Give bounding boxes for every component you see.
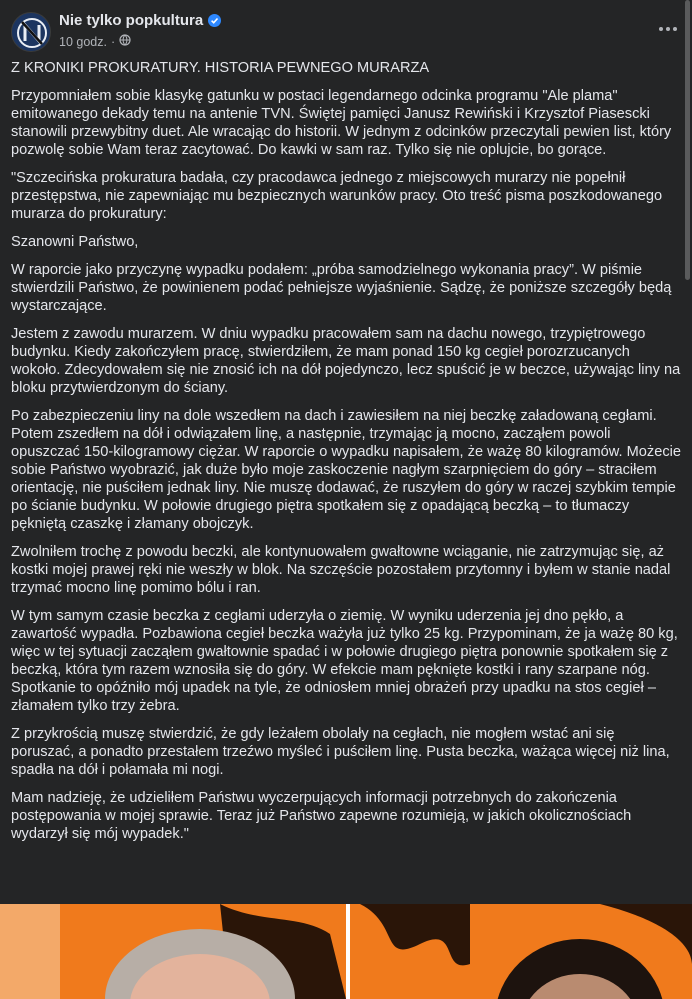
post-title: Z KRONIKI PROKURATURY. HISTORIA PEWNEGO MURARZA bbox=[11, 60, 430, 76]
more-options-button[interactable] bbox=[650, 16, 686, 42]
post-paragraph: Zwolniłem trochę z powodu beczki, ale kontynuowałem gwałtowne wciąganie, nie zatrzymując się, aż kostki mojej prawej ręki nie weszły w blok. Na szczęście pozostałem przytomny i byłem w stanie nadal trzymać mocno linę pomimo bólu i ran. bbox=[11, 544, 671, 596]
post-timestamp[interactable]: 10 godz. bbox=[59, 34, 107, 49]
post-paragraph: Jestem z zawodu murarzem. W dniu wypadku pracowałem sam na dachu nowego, trzypiętrowego budynku. Kiedy zakończyłem pracę, stwierdziłem, że mam ponad 150 kg cegieł porozrzucanych wokoło. Zdecydowałem się nie znosić ich na dół pojedynczo, lecz spuścić je w beczce, używając liny na bloku przytwierdzonym do ściany. bbox=[11, 326, 681, 396]
page-name-link[interactable] bbox=[59, 12, 221, 29]
post-paragraph: Przypomniałem sobie klasykę gatunku w postaci legendarnego odcinka programu "Ale plama" emitowanego dekady temu na antenie TVN. Świętej pamięci Janusz Rewiński i Krzysztof Piasescki stanowili przewybitny duet. Ale wracając do historii. W jednym z odcinków przeczytali pewien list, który pozwolę sobie Wam teraz zacytować. Do kawki w sam raz. Tylko się nie oplujcie, bo gorące. bbox=[11, 88, 672, 158]
post-meta bbox=[59, 34, 131, 49]
photo-collage-image bbox=[0, 904, 692, 999]
page-name[interactable]: Nie tylko popkultura bbox=[59, 12, 204, 29]
verified-badge-icon bbox=[208, 14, 221, 27]
page-avatar[interactable] bbox=[11, 12, 51, 52]
scrollbar[interactable] bbox=[685, 0, 690, 280]
post-paragraph: Po zabezpieczeniu liny na dole wszedłem na dach i zawiesiłem na niej beczkę załadowaną cegłami. Potem zszedłem na dół i odwiązałem linę, a następnie, trzymając ją mocno, zacząłem powoli opuszczać 150-kilogramowy ciężar. W raporcie o wypadku napisałem, że ważę 80 kilogramów. Możecie sobie Państwo wyobrazić, jak duże było moje zaskoczenie nagłym szarpnięciem do góry – straciłem orientację, nie puściłem jednak liny. Nie muszę dodawać, że ruszyłem do góry w raczej szybkim tempie po ścianie budynku. W połowie drugiego piętra spotkałem się z opadającą beczką – to tłumaczy pękniętą czaszkę i złamany obojczyk. bbox=[11, 408, 681, 532]
post-paragraph: Mam nadzieję, że udzieliłem Państwu wyczerpujących informacji potrzebnych do zakończenia postępowania w mojej sprawie. Teraz już Państwo zapewne rozumieją, w jakich okolicznościach wydarzył się mój wypadek." bbox=[11, 790, 632, 842]
page-logo-icon bbox=[12, 13, 51, 52]
post-paragraph: Z przykrością muszę stwierdzić, że gdy leżałem obolały na cegłach, nie mogłem wstać ani się poruszać, a ponadto przestałem trzeźwo myśleć i puściłem linę. Pusta beczka, ważąca więcej niż lina, spadła na dół i połamała mi nogi. bbox=[11, 726, 670, 778]
post-photo[interactable] bbox=[0, 904, 692, 999]
post-paragraph: Szanowni Państwo, bbox=[11, 234, 139, 250]
post-paragraph: W tym samym czasie beczka z cegłami uderzyła o ziemię. W wyniku uderzenia jej dno pękło, a zawartość wypadła. Pozbawiona cegieł beczka ważyła już tylko 25 kg. Przypominam, że ja ważę 80 kg, więc w tej sytuacji zacząłem gwałtownie spadać i w połowie drugiego piętra ponownie spotkałem się z beczką, która tym razem wznosiła się do góry. W efekcie mam pęknięte kostki i rany szarpane nóg. Spotkanie to opóźniło mój upadek na tyle, że odniosłem mniej obrażeń przy upadku na stos cegieł – złamałem tylko trzy żebra. bbox=[11, 608, 678, 714]
post-header bbox=[0, 0, 692, 58]
globe-icon[interactable] bbox=[119, 34, 131, 49]
post-text bbox=[11, 59, 681, 853]
meta-separator: · bbox=[110, 34, 116, 49]
post-paragraph: "Szczecińska prokuratura badała, czy pracodawca jednego z miejscowych murarzy nie popełnił przestępstwa, nie zapewniając mu bezpiecznych warunków pracy. Oto treść pisma poszkodowanego murarza do prokuratury: bbox=[11, 170, 663, 222]
more-options-icon bbox=[658, 26, 678, 32]
post-paragraph: W raporcie jako przyczynę wypadku podałem: „próba samodzielnego wykonania pracy”. W piśmie stwierdzili Państwo, że powinienem podać pełniejsze wyjaśnienie. Sądzę, że poniższe szczegóły będą wystarczające. bbox=[11, 262, 672, 314]
